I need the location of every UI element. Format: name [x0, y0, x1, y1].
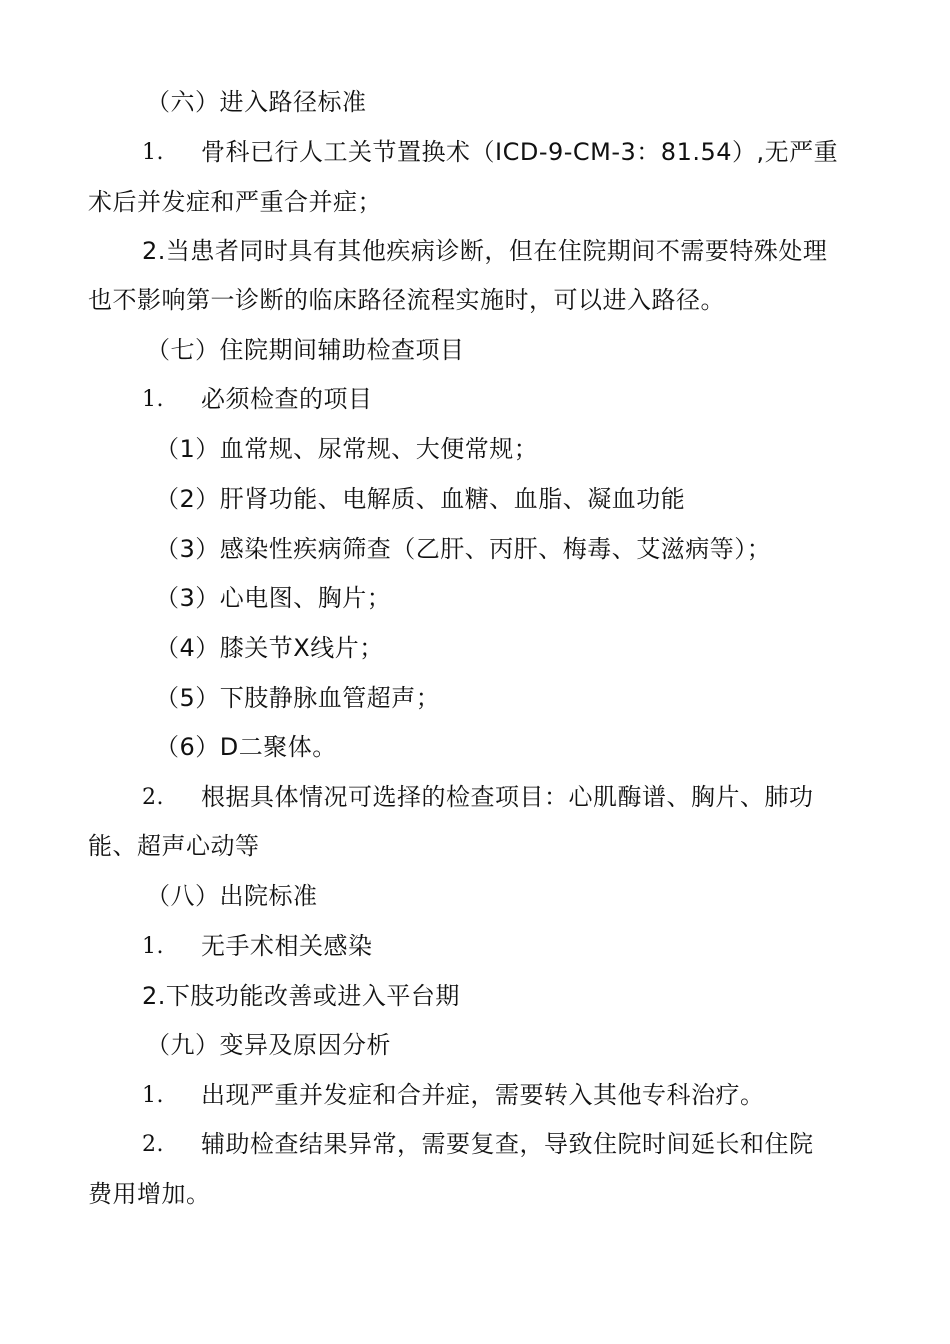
- section-9-item-2-line-1: 辅助检查结果异常，需要复查，导致住院时间延长和住院: [201, 1130, 814, 1158]
- section-9-item-2-number: 2.: [142, 1132, 164, 1157]
- section-6-item-1-line-2: 术后并发症和严重合并症；: [88, 188, 382, 216]
- section-9-item-1-text: 出现严重并发症和合并症，需要转入其他专科治疗。: [201, 1081, 765, 1109]
- section-6-item-1-line-1: 骨科已行人工关节置换术（ICD-9-CM-3：81.54）,无严重: [201, 138, 839, 166]
- section-6-item-1-number: 1.: [142, 140, 164, 165]
- section-8-item-2-text: 2.下肢功能改善或进入平台期: [142, 982, 460, 1010]
- section-7-item-2-line-1: 根据具体情况可选择的检查项目：心肌酶谱、胸片、肺功: [201, 783, 814, 811]
- section-7-subitem-5: （4）膝关节X线片；: [155, 634, 384, 662]
- section-9-item-2-line-2: 费用增加。: [88, 1180, 211, 1208]
- section-7-subitem-1: （1）血常规、尿常规、大便常规；: [155, 435, 539, 463]
- section-8-item-1-text: 无手术相关感染: [201, 932, 373, 960]
- section-7-item-1-number: 1.: [142, 387, 164, 412]
- section-7-subitem-4: （3）心电图、胸片；: [155, 584, 392, 612]
- section-7-item-1-text: 必须检查的项目: [201, 385, 373, 413]
- section-7-subitem-6: （5）下肢静脉血管超声；: [155, 684, 441, 712]
- section-7-subitem-3: （3）感染性疾病筛查（乙肝、丙肝、梅毒、艾滋病等）；: [155, 535, 772, 563]
- section-heading-7: （七）住院期间辅助检查项目: [146, 336, 465, 364]
- section-6-item-2-line-2: 也不影响第一诊断的临床路径流程实施时，可以进入路径。: [88, 286, 725, 314]
- section-heading-9: （九）变异及原因分析: [146, 1031, 391, 1059]
- section-heading-8: （八）出院标准: [146, 882, 318, 910]
- section-8-item-1-number: 1.: [142, 934, 164, 959]
- section-7-item-2-line-2: 能、超声心动等: [88, 832, 260, 860]
- section-7-subitem-2: （2）肝肾功能、电解质、血糖、血脂、凝血功能: [155, 485, 686, 513]
- section-7-item-2-number: 2.: [142, 785, 164, 810]
- section-heading-6: （六）进入路径标准: [146, 88, 367, 116]
- section-9-item-1-number: 1.: [142, 1083, 164, 1108]
- section-6-item-2-line-1: 2.当患者同时具有其他疾病诊断，但在住院期间不需要特殊处理: [142, 237, 828, 265]
- section-7-subitem-7: （6）D二聚体。: [155, 733, 337, 761]
